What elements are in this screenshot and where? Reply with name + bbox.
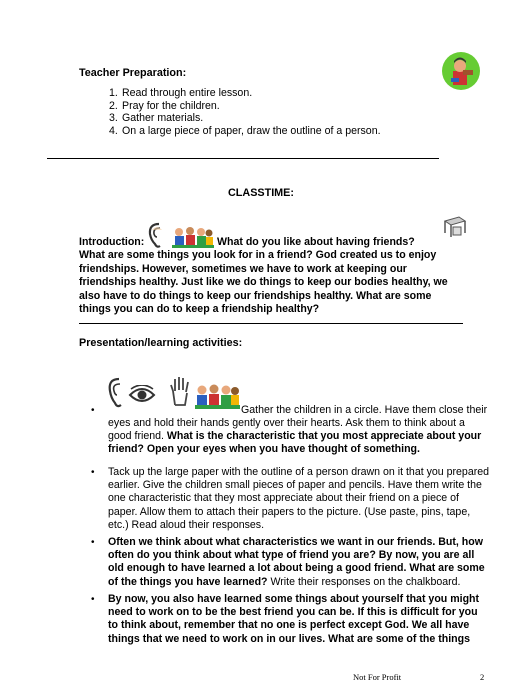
bullet-4: •	[91, 594, 95, 605]
ear-icon	[107, 377, 125, 409]
bullet-2: •	[91, 467, 95, 478]
activity-3-body: Often we think about what characteristics we want in our friends. But, how often do you think about what type of friend you are? By now, you are all old enough to have learned a lot about being a good friend. What are some of the things you have learned? Write their responses on the chalkboard.	[108, 536, 485, 588]
page-number: 2	[480, 672, 485, 682]
activity-4-body: By now, you also have learned some things about yourself that you might need to work on to be the best friend you can be. If this is difficult for you to think about, remember that no one is perfect except God. We all have things that we need to work on in our lives. What are some of the things	[108, 593, 480, 645]
introduction-label: Introduction:	[79, 236, 145, 248]
introduction-question: What do you like about having friends?	[217, 236, 415, 248]
footer-notice: Not For Profit	[353, 672, 402, 682]
prep-step: 1. Read through entire lesson.	[109, 87, 253, 99]
introduction-body: What are some things you look for in a friend? God created us to enjoy friendships. However, sometimes we have to work at keeping our friendships healthy. Just like we do things to keep our bodies healthy, we also have to do things to keep our friendships healthy. What are some things you can do to keep a friendship healthy?	[79, 249, 448, 316]
prep-step: 3. Gather materials.	[109, 112, 204, 124]
ear-icon	[147, 222, 165, 254]
introduction-block	[79, 222, 459, 317]
divider-bottom	[79, 323, 463, 324]
classtime-heading: CLASSTIME:	[228, 187, 294, 199]
prep-step: 4. On a large piece of paper, draw the outline of a person.	[109, 124, 381, 137]
bullet-1: •	[91, 405, 95, 416]
activity-icons	[107, 375, 242, 411]
children-group-icon	[195, 383, 240, 409]
teacher-prep-steps	[109, 87, 409, 137]
teacher-icon	[441, 51, 481, 91]
activity-1-body: eyes and hold their hands gently over their hearts. Ask them to think about a good friend. What is the characteristic that you most appreciate about your friend? Open your eyes when you have thought of something.	[108, 417, 482, 456]
teacher-prep-heading: Teacher Preparation:	[79, 67, 187, 79]
activity-2-body: Tack up the large paper with the outline of a person drawn on it that you prepared earlier. Give the children small pieces of paper and pencils. Have them write the one characteristic that they most appreciate about their friend on a piece of paper. Allow them to attach their papers to the picture. (Use paste, pins, tape, etc.) Read aloud their responses.	[108, 466, 490, 531]
divider-top	[47, 158, 439, 159]
bullet-3: •	[91, 537, 95, 548]
hand-icon	[168, 375, 192, 407]
prep-step: 2. Pray for the children.	[109, 99, 220, 112]
eye-icon	[128, 385, 156, 405]
children-group-icon	[172, 226, 214, 253]
presentation-heading: Presentation/learning activities:	[79, 337, 243, 349]
activity-1-lead: Gather the children in a circle. Have them close their	[241, 404, 488, 416]
